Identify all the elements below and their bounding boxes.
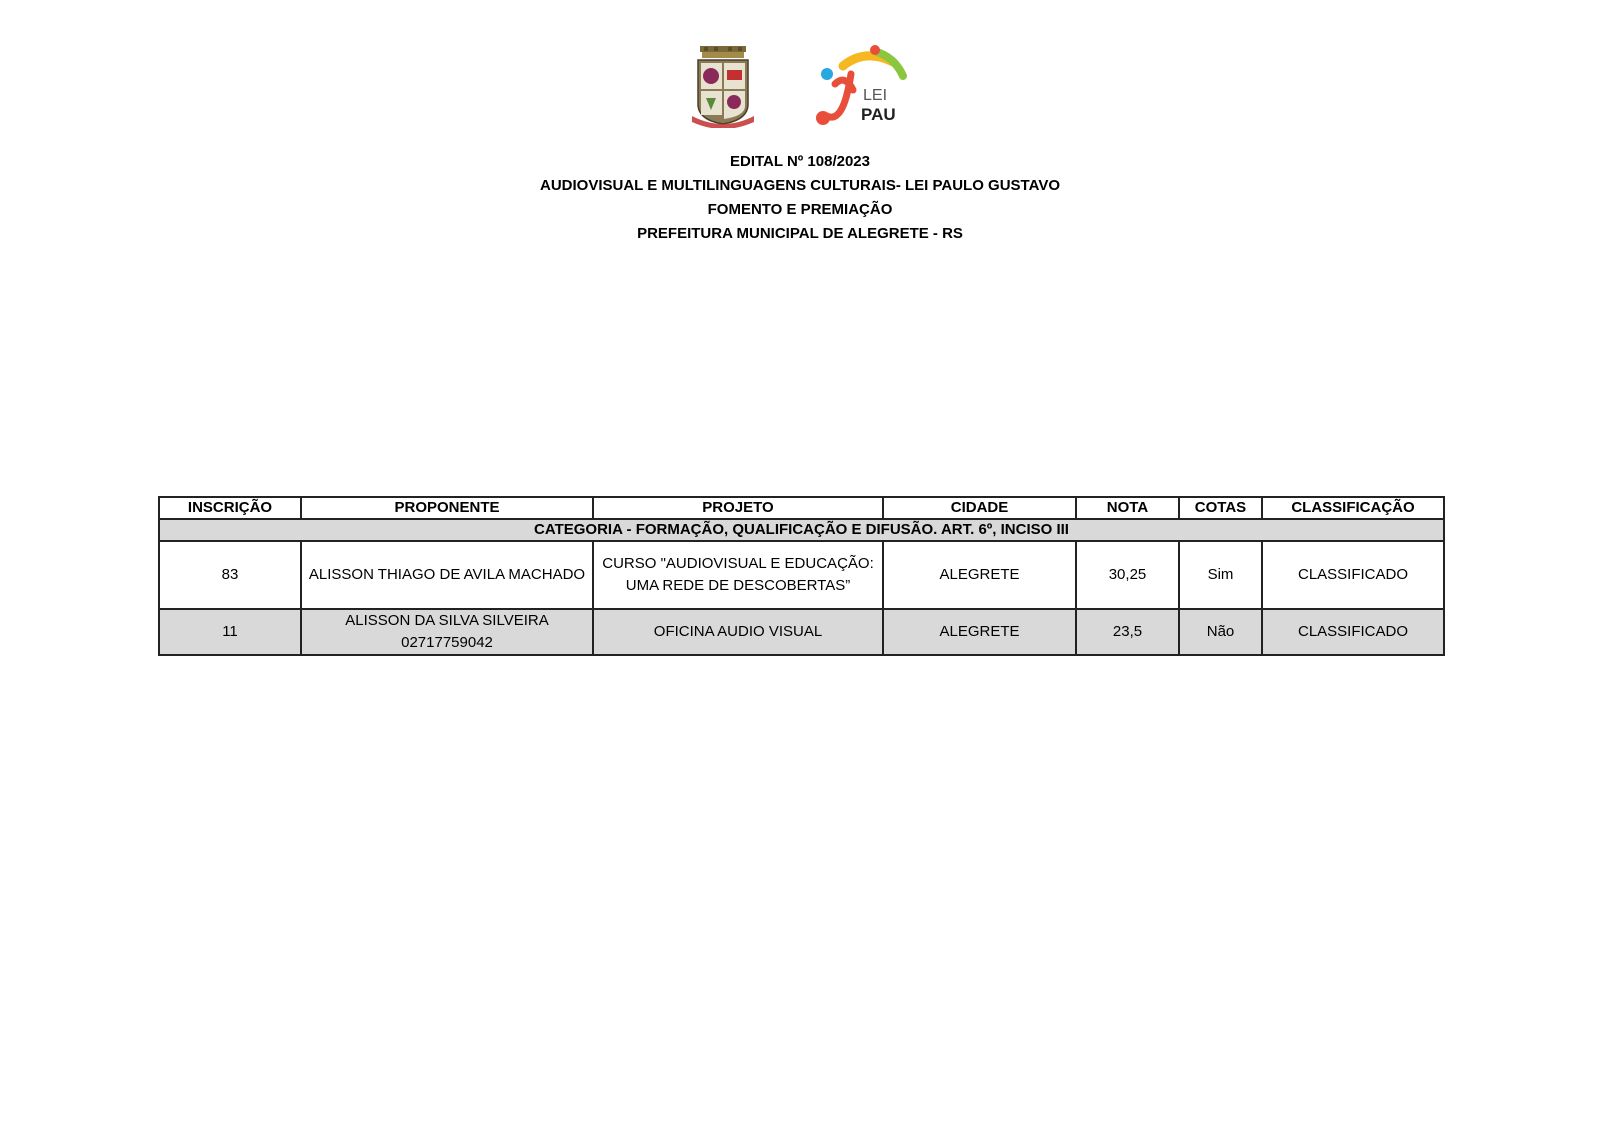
cell-inscricao: 83 xyxy=(159,541,301,609)
proponente-name: ALISSON THIAGO DE AVILA MACHADO xyxy=(308,566,586,583)
pau-text: PAU xyxy=(861,105,896,124)
cell-cotas: Não xyxy=(1179,609,1262,655)
table-row xyxy=(159,541,1444,609)
cell-inscricao: 11 xyxy=(159,609,301,655)
cell-classificacao: CLASSIFICADO xyxy=(1262,541,1444,609)
lei-pau-logo xyxy=(815,44,915,128)
cell-nota: 23,5 xyxy=(1076,609,1179,655)
col-nota: NOTA xyxy=(1076,497,1179,519)
edital-number: EDITAL Nº 108/2023 xyxy=(730,153,870,170)
col-proponente: PROPONENTE xyxy=(301,497,593,519)
cell-cotas: Sim xyxy=(1179,541,1262,609)
cell-nota: 30,25 xyxy=(1076,541,1179,609)
cell-projeto xyxy=(593,541,883,609)
proponente-name: ALISSON DA SILVA SILVEIRA xyxy=(345,612,549,629)
category-label: CATEGORIA - FORMAÇÃO, QUALIFICAÇÃO E DIFUSÃO. ART. 6º, INCISO III xyxy=(159,519,1444,541)
col-cidade: CIDADE xyxy=(883,497,1076,519)
col-classificacao: CLASSIFICAÇÃO xyxy=(1262,497,1444,519)
table-row xyxy=(159,609,1444,655)
lei-text: LEI xyxy=(863,87,888,104)
edital-title: AUDIOVISUAL E MULTILINGUAGENS CULTURAIS- LEI PAULO GUSTAVO xyxy=(540,177,1060,194)
cell-cidade: ALEGRETE xyxy=(883,609,1076,655)
cell-proponente xyxy=(301,541,593,609)
projeto-line2: UMA REDE DE DESCOBERTAS” xyxy=(625,577,851,594)
col-cotas: COTAS xyxy=(1179,497,1262,519)
cell-classificacao: CLASSIFICADO xyxy=(1262,609,1444,655)
logos xyxy=(0,44,1600,130)
results-table xyxy=(158,496,1445,656)
proponente-id: 02717759042 xyxy=(401,634,493,651)
projeto-line1: CURSO "AUDIOVISUAL E EDUCAÇÃO: xyxy=(602,555,874,572)
cell-proponente xyxy=(301,609,593,655)
category-row xyxy=(159,519,1444,541)
table-header-row xyxy=(159,497,1444,519)
col-inscricao: INSCRIÇÃO xyxy=(159,497,301,519)
edital-subtitle: FOMENTO E PREMIAÇÃO xyxy=(707,201,893,218)
col-projeto: PROJETO xyxy=(593,497,883,519)
coat-of-arms-icon xyxy=(690,44,756,128)
cell-projeto xyxy=(593,609,883,655)
cell-cidade: ALEGRETE xyxy=(883,541,1076,609)
document-header xyxy=(0,150,1600,246)
edital-issuer: PREFEITURA MUNICIPAL DE ALEGRETE - RS xyxy=(637,225,963,242)
projeto-line1: OFICINA AUDIO VISUAL xyxy=(653,623,823,640)
